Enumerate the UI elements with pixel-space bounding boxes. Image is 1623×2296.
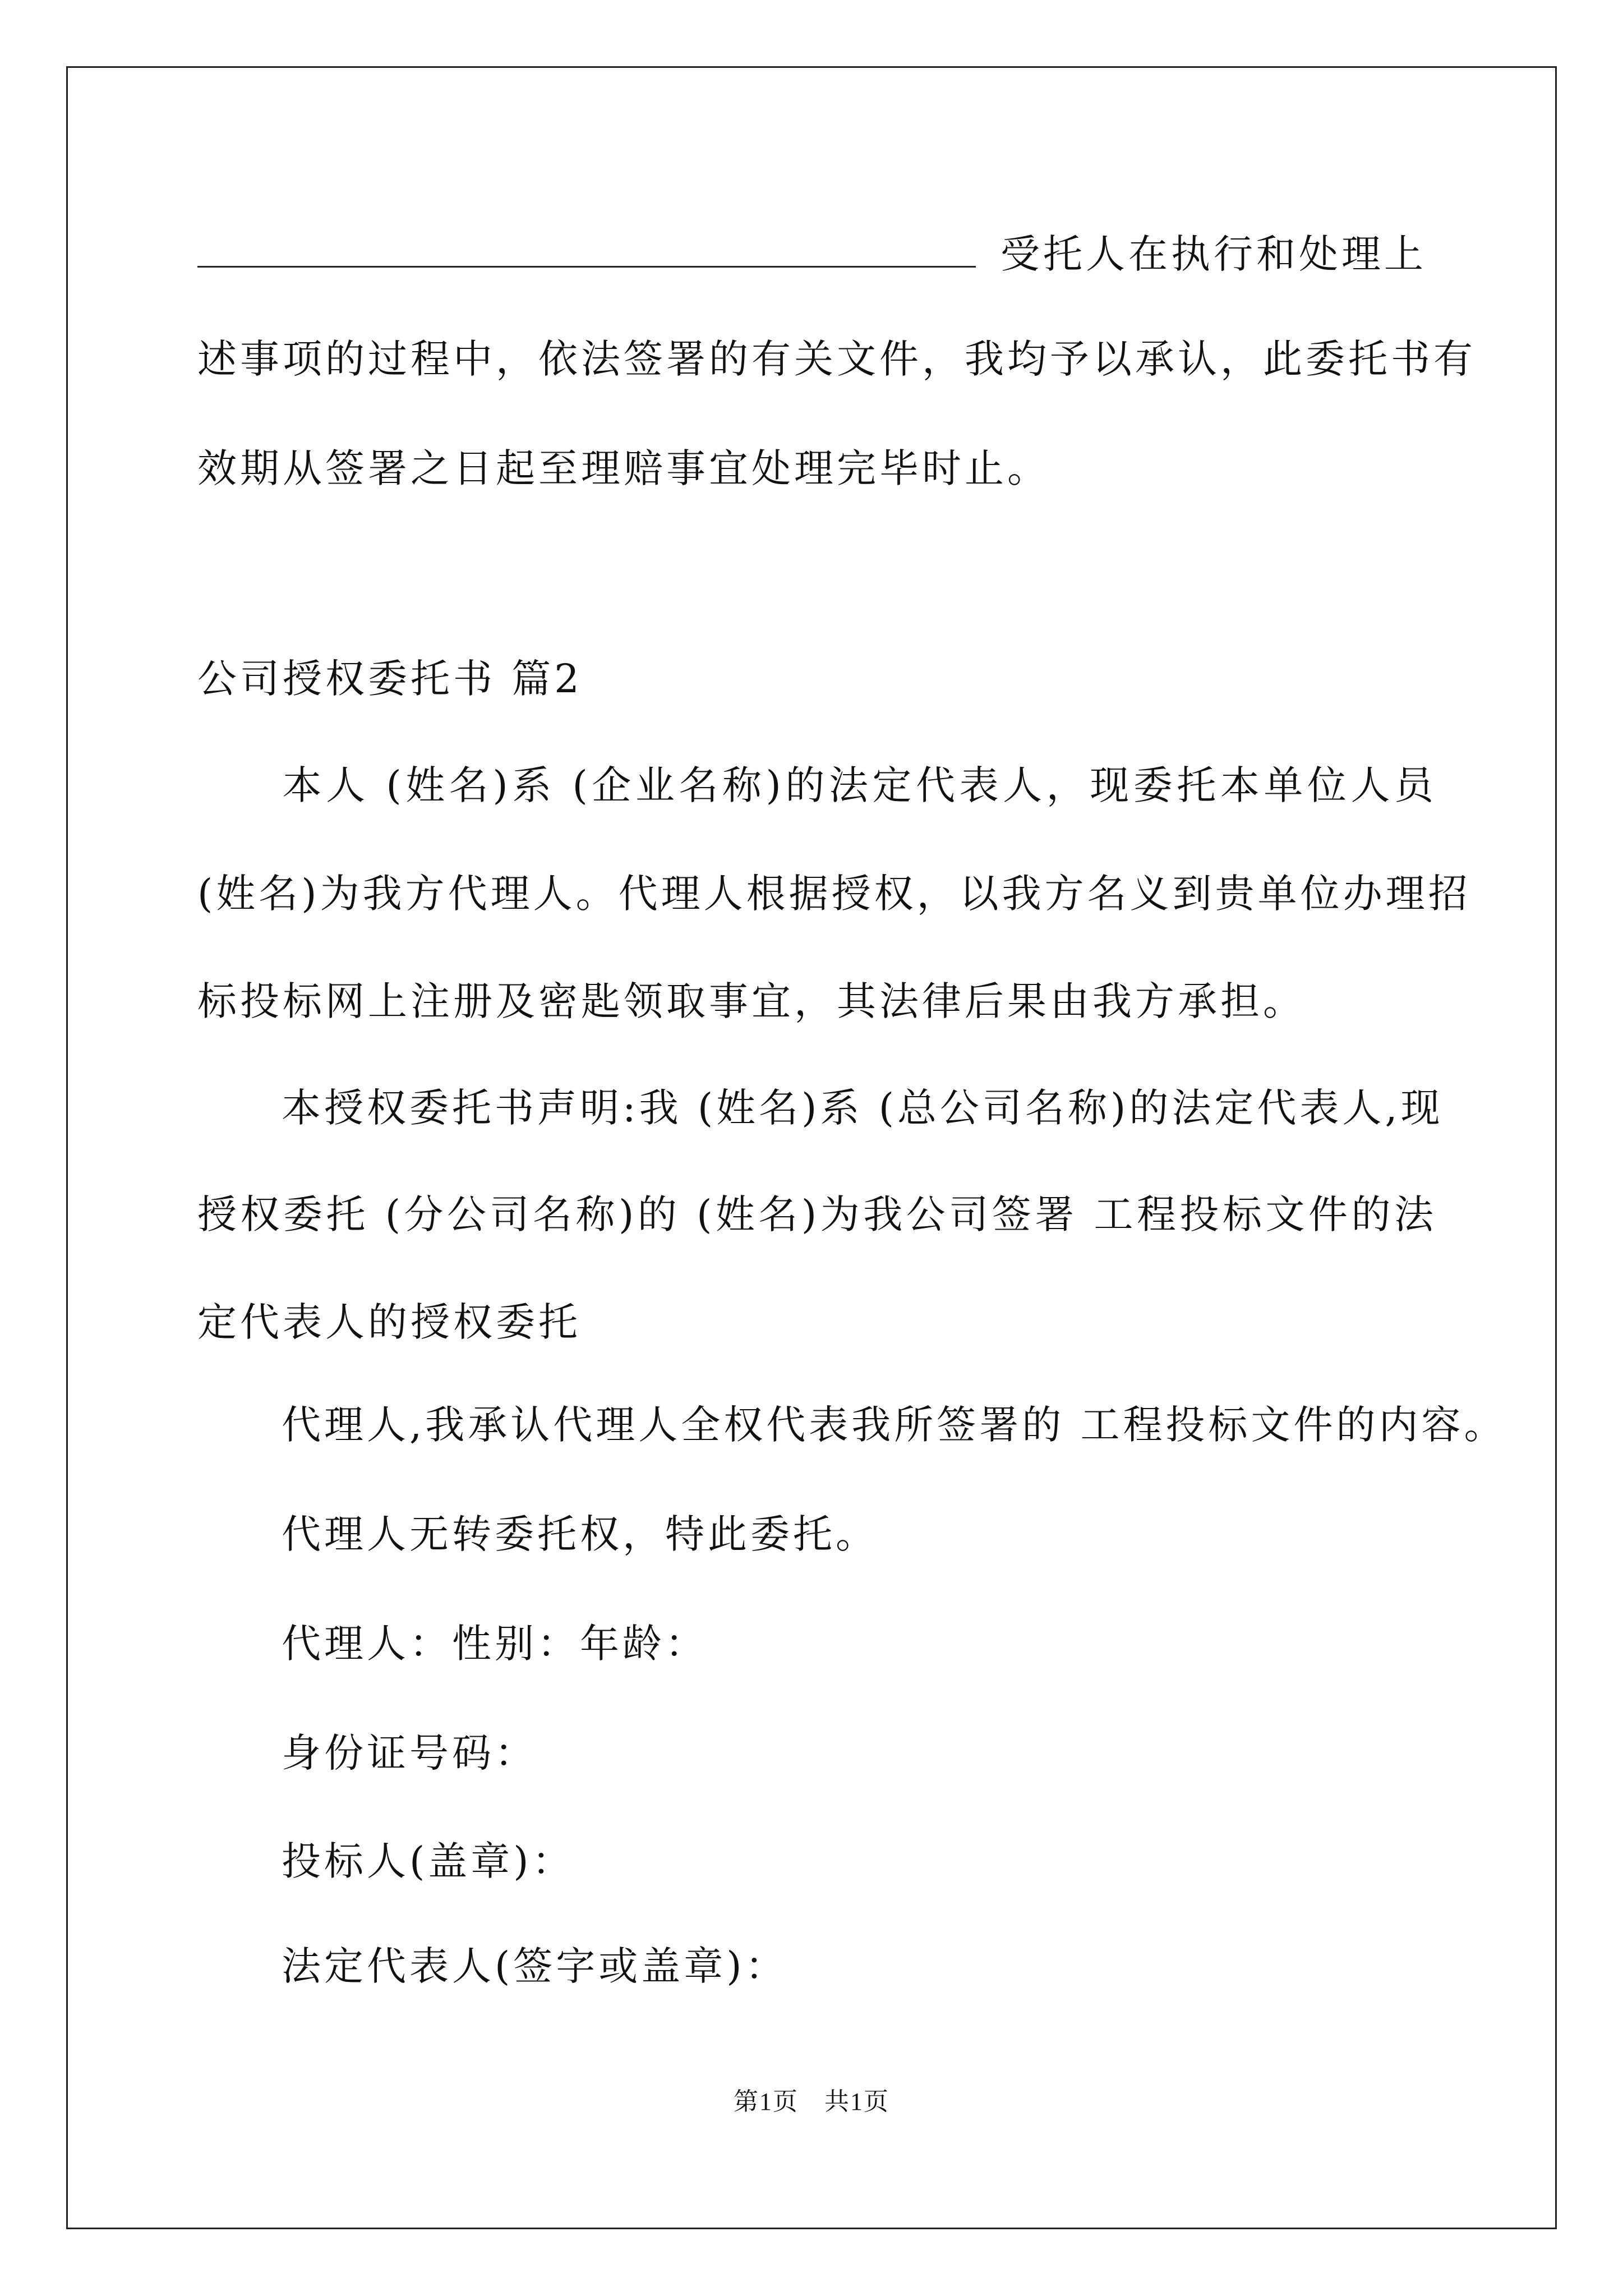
text-line-2: 述事项的过程中，依法签署的有关文件，我均予以承认，此委托书有 (197, 336, 1476, 382)
form-field-id-number: 身份证号码： (282, 1730, 537, 1776)
text-line-10: 定代表人的授权委托 (197, 1299, 581, 1345)
text-line-8: 本授权委托书声明:我 (姓名)系 (总公司名称)的法定代表人,现 (282, 1085, 1444, 1131)
text-line-5: 本人 (姓名)系 (企业名称)的法定代表人，现委托本单位人员 (282, 762, 1437, 808)
fill-in-blank (197, 234, 976, 268)
form-field-legal-rep-signature: 法定代表人(签字或盖章)： (282, 1943, 788, 1989)
text-line-12: 代理人无转委托权，特此委托。 (282, 1511, 878, 1557)
page-border (66, 66, 1557, 2229)
text-line-9: 授权委托 (分公司名称)的 (姓名)为我公司签署 工程投标文件的法 (197, 1191, 1437, 1237)
section-heading: 公司授权委托书 篇2 (197, 656, 583, 702)
form-field-agent: 代理人：性别：年龄： (282, 1621, 708, 1667)
text-line-7: 标投标网上注册及密匙领取事宜，其法律后果由我方承担。 (197, 978, 1306, 1024)
text-line-3: 效期从签署之日起至理赔事宜处理完毕时止。 (197, 445, 1050, 491)
text-line-6: (姓名)为我方代理人。代理人根据授权，以我方名义到贵单位办理招 (197, 871, 1471, 917)
text-line-1: 受托人在执行和处理上 (197, 234, 1437, 274)
text-line-11: 代理人,我承认代理人全权代表我所签署的 工程投标文件的内容。 (282, 1402, 1507, 1448)
form-field-bidder-seal: 投标人(盖章)： (282, 1838, 575, 1884)
page-number: 第1页 共1页 (734, 2088, 889, 2115)
